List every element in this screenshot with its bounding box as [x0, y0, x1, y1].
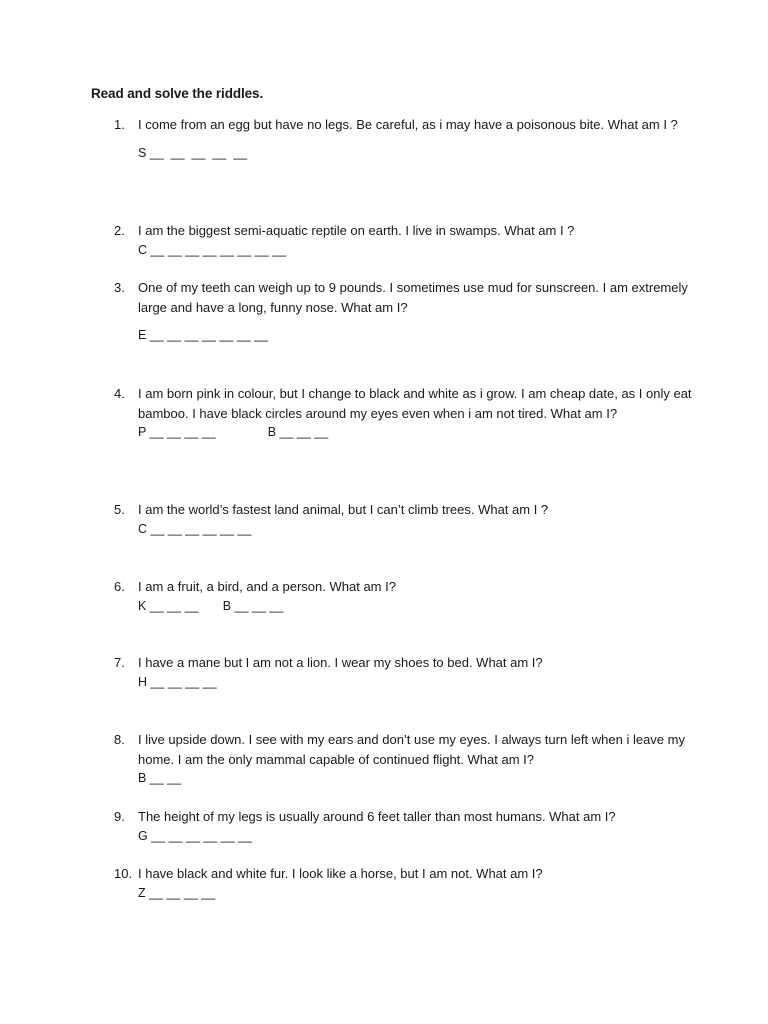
riddle-item: [114, 864, 694, 903]
riddle-number: 2.: [114, 223, 125, 238]
riddle-text: I am the world’s fastest land animal, but I can’t climb trees. What am I ?: [138, 502, 549, 517]
riddle-number: 3.: [114, 280, 125, 295]
riddle-text: I have black and white fur. I look like a horse, but I am not. What am I?: [138, 866, 543, 881]
riddle-text: I have a mane but I am not a lion. I wear my shoes to bed. What am I?: [138, 655, 543, 670]
riddle-item: [114, 807, 694, 846]
riddle-number: 9.: [114, 809, 125, 824]
riddle-item: [114, 115, 694, 163]
riddle-item: [114, 653, 694, 692]
riddle-item: [114, 278, 694, 346]
answer-blanks: S __ __ __ __ __: [138, 145, 248, 160]
riddle-number: 4.: [114, 386, 125, 401]
answer-blanks: E __ __ __ __ __ __ __: [138, 328, 268, 342]
answer-blanks: Z __ __ __ __: [138, 885, 216, 900]
answer-blanks: K __ __ __ B __ __ __: [138, 598, 284, 613]
riddle-text: I come from an egg but have no legs. Be careful, as i may have a poisonous bite. What am I ?: [138, 117, 678, 132]
riddle-text: The height of my legs is usually around 6 feet taller than most humans. What am I?: [138, 809, 616, 824]
riddle-text: I live upside down. I see with my ears and don’t use my eyes. I always turn left when i leave my home. I am the only mammal capable of continued flight. What am I?: [138, 732, 685, 767]
riddle-number: 1.: [114, 117, 125, 132]
riddle-item: [114, 730, 694, 789]
riddle-text: I am the biggest semi-aquatic reptile on earth. I live in swamps. What am I ?: [138, 223, 575, 238]
riddle-number: 7.: [114, 655, 125, 670]
riddle-text: I am born pink in colour, but I change to black and white as i grow. I am cheap date, as I only eat bamboo. I have black circles around my eyes even when i am not tired. What am I?: [138, 386, 692, 421]
answer-blanks: B __ __: [138, 771, 182, 785]
riddle-number: 10.: [114, 866, 133, 881]
riddle-number: 6.: [114, 579, 125, 594]
riddle-text: I am a fruit, a bird, and a person. What am I?: [138, 579, 396, 594]
riddle-number: 5.: [114, 502, 125, 517]
answer-blanks: C __ __ __ __ __ __: [138, 521, 252, 536]
answer-blanks: H __ __ __ __: [138, 674, 217, 689]
answer-blanks: C __ __ __ __ __ __ __ __: [138, 242, 287, 257]
riddle-item: [114, 384, 694, 443]
riddle-number: 8.: [114, 732, 125, 747]
worksheet-heading: Read and solve the riddles.: [91, 86, 264, 101]
riddle-item: [114, 221, 694, 260]
answer-blanks: P __ __ __ __ B __ __ __: [138, 425, 329, 439]
riddle-item: [114, 577, 694, 616]
riddle-text: One of my teeth can weigh up to 9 pounds. I sometimes use mud for sunscreen. I am extremely large and have a long, funny nose. What am I?: [138, 280, 688, 315]
answer-blanks: G __ __ __ __ __ __: [138, 828, 252, 843]
riddle-item: [114, 500, 694, 539]
